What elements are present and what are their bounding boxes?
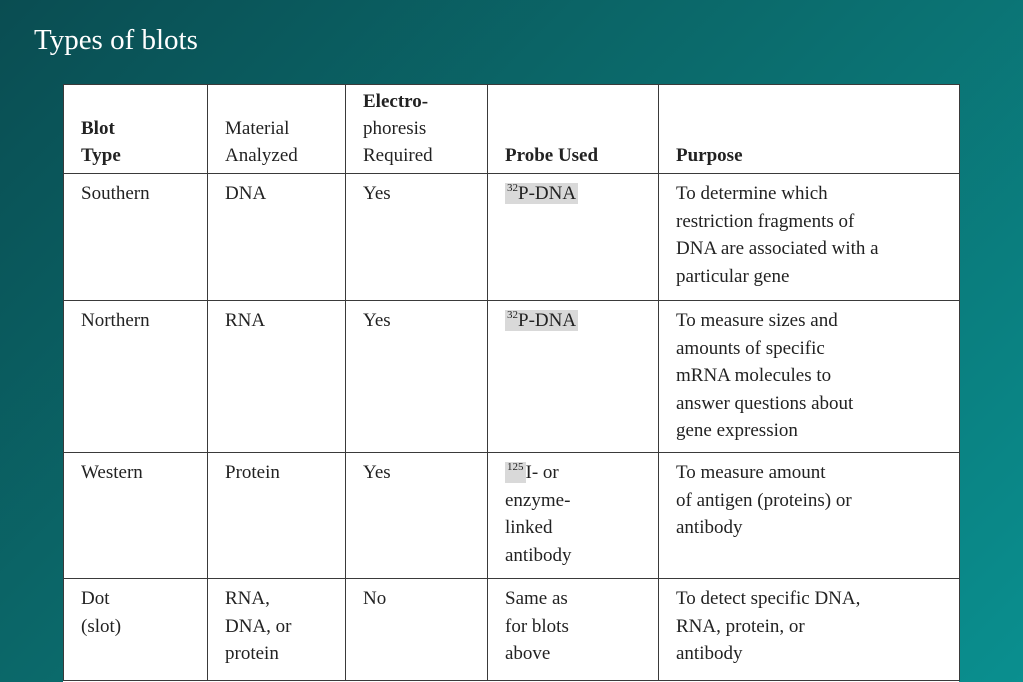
- cell-electrophoresis: Yes: [346, 453, 488, 579]
- table-row-southern: [64, 174, 960, 301]
- header-electrophoresis: Electro- phoresis Required: [346, 85, 488, 174]
- cell-blot-type: Dot (slot): [64, 579, 208, 681]
- cell-blot-type: Northern: [64, 301, 208, 453]
- cell-purpose: To measure amount of antigen (proteins) or antibody: [659, 453, 960, 579]
- cell-probe: $^{32}$P-DNA: [488, 174, 659, 301]
- table-row-dot: [64, 579, 960, 681]
- cell-material: RNA: [208, 301, 346, 453]
- cell-probe: $^{32}$P-DNA: [488, 301, 659, 453]
- cell-material: RNA, DNA, or protein: [208, 579, 346, 681]
- cell-electrophoresis: Yes: [346, 174, 488, 301]
- blot-types-table: [63, 84, 960, 681]
- cell-blot-type: Western: [64, 453, 208, 579]
- cell-purpose: To detect specific DNA, RNA, protein, or antibody: [659, 579, 960, 681]
- header-probe: Probe Used: [488, 85, 659, 174]
- header-material: Material Analyzed: [208, 85, 346, 174]
- table-row-western: [64, 453, 960, 579]
- cell-probe: Same as for blots above: [488, 579, 659, 681]
- cell-purpose: To determine which restriction fragments of DNA are associated with a particular gene: [659, 174, 960, 301]
- header-purpose: Purpose: [659, 85, 960, 174]
- cell-blot-type: Southern: [64, 174, 208, 301]
- cell-electrophoresis: No: [346, 579, 488, 681]
- slide-title: Types of blots: [34, 24, 198, 56]
- table-header-row: [64, 85, 960, 174]
- cell-electrophoresis: Yes: [346, 301, 488, 453]
- cell-material: DNA: [208, 174, 346, 301]
- cell-probe: $^{125}$ I- or enzyme- linked antibody: [488, 453, 659, 579]
- blot-table-panel: [63, 84, 959, 682]
- cell-material: Protein: [208, 453, 346, 579]
- header-blot-type: Blot Type: [64, 85, 208, 174]
- cell-purpose: To measure sizes and amounts of specific mRNA molecules to answer questions about gene expression: [659, 301, 960, 453]
- table-row-northern: [64, 301, 960, 453]
